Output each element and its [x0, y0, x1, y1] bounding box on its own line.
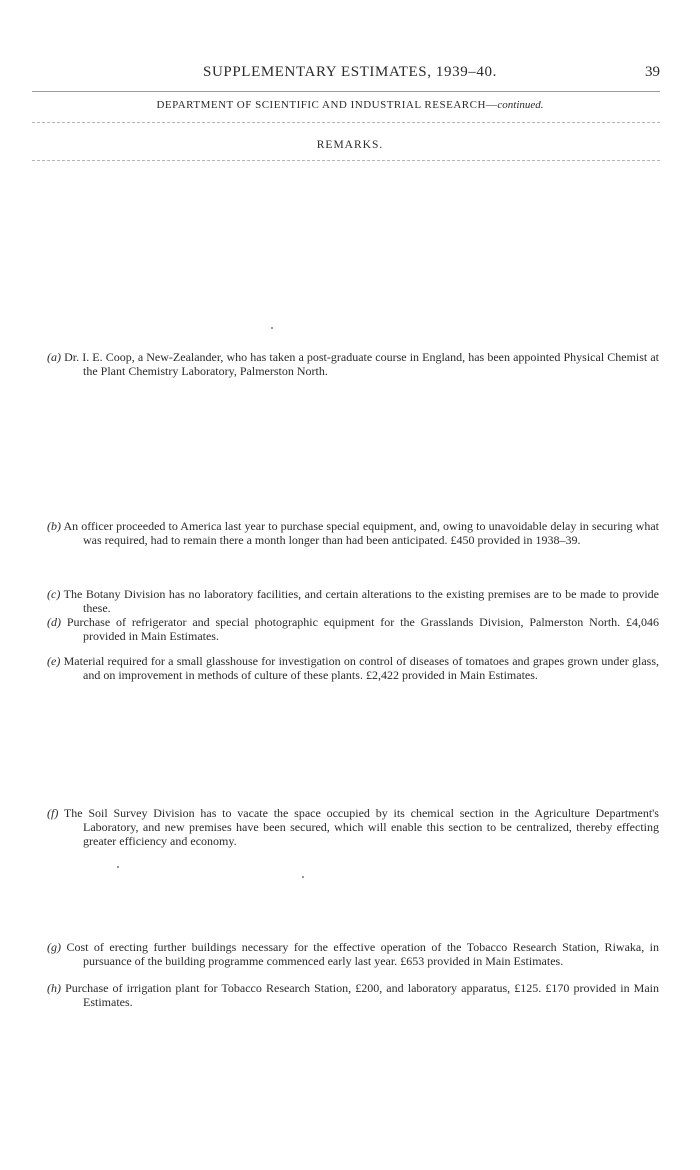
remark-text: The Botany Division has no laboratory facilities, and certain alterations to the existing premises are to be made to provide these.	[63, 587, 659, 615]
remark-text: Dr. I. E. Coop, a New-Zealander, who has taken a post-graduate course in England, has been appointed Physical Chemist at the Plant Chemistry Laboratory, Palmerston North.	[64, 350, 660, 378]
remark-text: Purchase of irrigation plant for Tobacco Research Station, £200, and laboratory apparatus, £125. £170 provided in Main Estimates.	[65, 981, 660, 1009]
running-title: SUPPLEMENTARY ESTIMATES, 1939–40.	[203, 64, 497, 80]
print-speck	[302, 876, 304, 878]
remark-f	[47, 806, 659, 848]
remark-label: (c)	[47, 587, 61, 601]
print-speck	[117, 866, 119, 868]
remark-h	[47, 981, 659, 1009]
remark-text: An officer proceeded to America last year to purchase special equipment, and, owing to unavoidable delay in securing what was required, had to remain there a month longer than had been anticipated. £450 provided in 1938–39.	[63, 519, 659, 547]
remark-d	[47, 615, 659, 643]
print-speck	[271, 327, 273, 329]
remark-label: (b)	[47, 519, 61, 533]
header-rule	[32, 91, 660, 92]
remarks-rule	[32, 160, 660, 161]
department-heading	[0, 99, 700, 111]
continued-note: continued.	[497, 99, 544, 111]
remark-label: (e)	[47, 654, 61, 668]
remark-label: (d)	[47, 615, 61, 629]
remark-b	[47, 519, 659, 547]
remark-c	[47, 587, 659, 615]
remark-text: Material required for a small glasshouse for investigation on control of diseases of tomatoes and grapes grown under glass, and on improvement in methods of culture of these plants. £2,422 provided in Main Estimates.	[63, 654, 660, 682]
remark-a	[47, 350, 659, 378]
remark-label: (a)	[47, 350, 61, 364]
department-name: DEPARTMENT OF SCIENTIFIC AND INDUSTRIAL RESEARCH—	[156, 99, 498, 111]
remark-text: The Soil Survey Division has to vacate the space occupied by its chemical section in the Agriculture Department's Laboratory, and new premises have been secured, which will enable this section to be centralized, thereby effecting greater efficiency and economy.	[63, 806, 659, 848]
remark-text: Purchase of refrigerator and special photographic equipment for the Grasslands Division, Palmerston North. £4,046 provided in Main Estimates.	[66, 615, 659, 643]
remark-g	[47, 940, 659, 968]
remarks-heading: REMARKS.	[316, 139, 384, 151]
department-rule	[32, 122, 660, 123]
remark-label: (h)	[47, 981, 61, 995]
page-number: 39	[645, 64, 660, 80]
remark-text: Cost of erecting further buildings necessary for the effective operation of the Tobacco Research Station, Riwaka, in pursuance of the building programme commenced early last year. £653 provided in Main Estimates.	[66, 940, 660, 968]
remark-label: (g)	[47, 940, 61, 954]
remark-label: (f)	[47, 806, 59, 820]
remark-e	[47, 654, 659, 682]
